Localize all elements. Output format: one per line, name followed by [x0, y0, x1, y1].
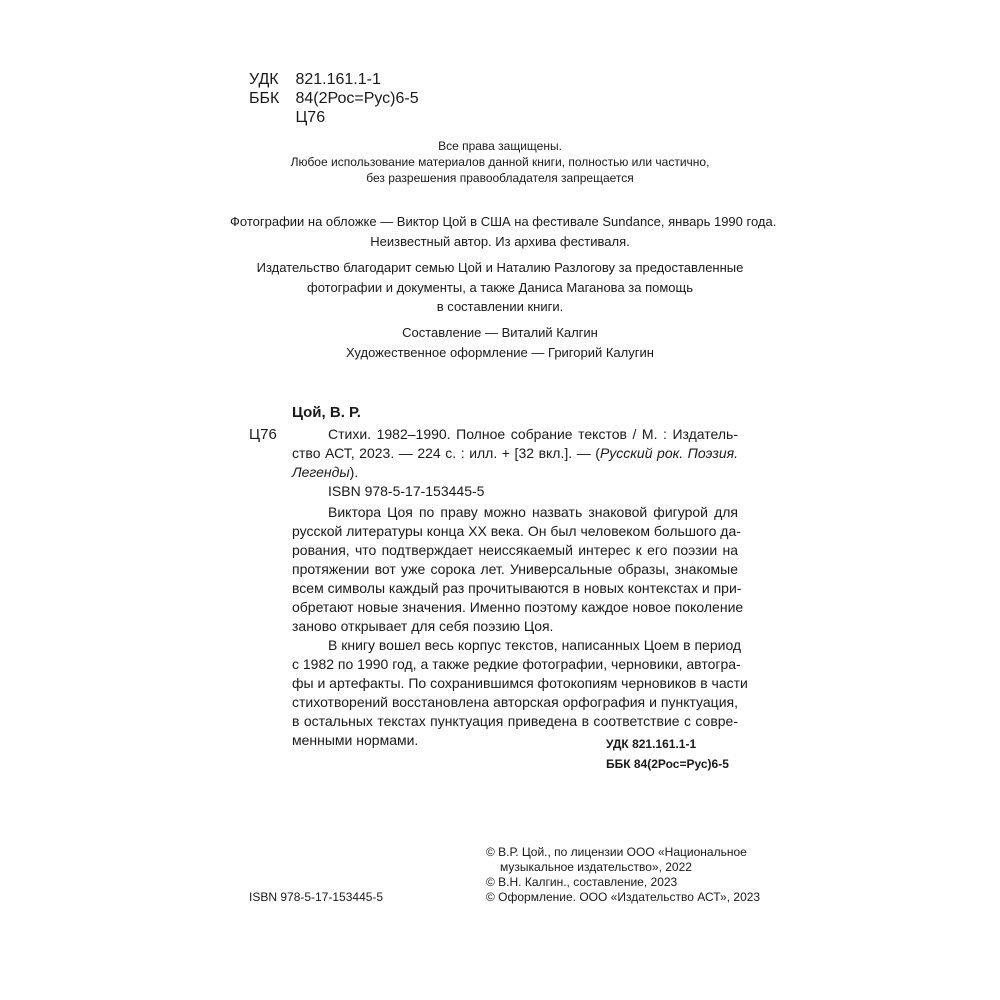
copyright-line: музыкальное издательство», 2022 [500, 860, 692, 874]
annotation-line: менными нормами. [292, 732, 419, 748]
bib-author-mark: Ц76 [249, 426, 277, 443]
credits-line: Художественное оформление — Григорий Калугин [346, 344, 654, 360]
copyright-line: © В.Н. Калгин., составление, 2023 [486, 875, 678, 889]
author-mark-top: Ц76 [295, 109, 326, 126]
bbk-label: ББК [249, 90, 280, 107]
author-mark-row [249, 108, 325, 128]
bib-line-end: ). [349, 464, 359, 480]
footer-isbn: ISBN 978-5-17-153445-5 [249, 890, 384, 904]
annotation-line: заново открывает для себя поэзию Цоя. [292, 618, 554, 634]
udk-label: УДК [249, 71, 279, 88]
bib-description [292, 425, 738, 501]
copyright-line: © Оформление. ООО «Издательство АСТ», 2023 [486, 890, 761, 904]
credits [230, 323, 770, 362]
annotation-line: обретают новые значения. Именно поэтому каждое новое поколение [292, 599, 744, 615]
credits-line: Составление — Виталий Калгин [402, 325, 598, 340]
rights-line: Все права защищены. [438, 139, 562, 153]
annotation-line: В книгу вошел весь корпус текстов, написанных Цоем в период [328, 637, 742, 653]
annotation-line: протяжении вот уже сорока лет. Универсальные образы, знакомые [292, 561, 738, 577]
acknowledgement [230, 258, 770, 317]
bib-line [292, 444, 738, 463]
photo-credit [230, 212, 777, 251]
copyright-line: © В.Р. Цой., по лицензии ООО «Национальное [486, 845, 747, 859]
series-title-part: Русский рок. Поэзия. [599, 445, 739, 461]
bbk-value: 84(2Рос=Рус)6-5 [295, 90, 419, 107]
annotation-line: всем символы каждый раз прочитываются в новых контекстах и при- [292, 580, 742, 596]
copyright-block [486, 845, 760, 905]
udk-code-bottom: УДК 821.161.1-1 [606, 737, 697, 751]
rights-line: без разрешения правообладателя запрещается [366, 171, 634, 185]
bib-line [292, 463, 738, 482]
bib-isbn: ISBN 978-5-17-153445-5 [328, 483, 485, 499]
annotation-line: Виктора Цоя по праву можно назвать знаковой фигурой для [328, 504, 738, 520]
annotation-line: с 1982 по 1990 год, а также редкие фотографии, черновики, автогра- [292, 656, 741, 672]
udk-value: 821.161.1-1 [295, 71, 381, 88]
series-title-end: Легенды [292, 464, 350, 480]
udk-code-row [249, 70, 381, 90]
bib-author: Цой, В. Р. [292, 404, 361, 421]
annotation [292, 503, 748, 750]
bib-line-start: ство АСТ, 2023. — 224 с. : илл. + [32 вкл.]. — ( [292, 445, 600, 461]
photo-credit-line: Фотографии на обложке — Виктор Цой в США на фестивале Sundance, январь 1990 года. [230, 214, 777, 229]
acknowledgement-line: фотографии и документы, а также Даниса Маганова за помощь [307, 279, 693, 295]
annotation-line: рования, что подтверждает неиссякаемый интерес к его поэзии на [292, 542, 738, 558]
annotation-line: фы и артефакты. По сохранившимся фотокопиям черновиков в части [292, 675, 748, 691]
rights-line: Любое использование материалов данной книги, полностью или частично, [290, 155, 710, 169]
acknowledgement-line: в составлении книги. [436, 299, 564, 314]
annotation-line: русской литературы конца XX века. Он был человеком большого да- [292, 523, 741, 539]
photo-credit-line: Неизвестный автор. Из архива фестиваля. [370, 233, 630, 249]
bbk-code-bottom: ББК 84(2Рос=Рус)6-5 [606, 757, 729, 771]
annotation-line: стихотворений восстановлена авторская орфография и пунктуация, [292, 694, 738, 710]
annotation-line: в остальных текстах пунктуация приведена в соответствие с совре- [292, 713, 738, 729]
acknowledgement-line: Издательство благодарит семью Цой и Наталию Разлогову за предоставленные [256, 260, 744, 275]
rights-notice [230, 138, 770, 186]
bib-line: Стихи. 1982–1990. Полное собрание текстов / М. : Издатель- [328, 426, 738, 442]
bbk-code-row [249, 89, 419, 109]
